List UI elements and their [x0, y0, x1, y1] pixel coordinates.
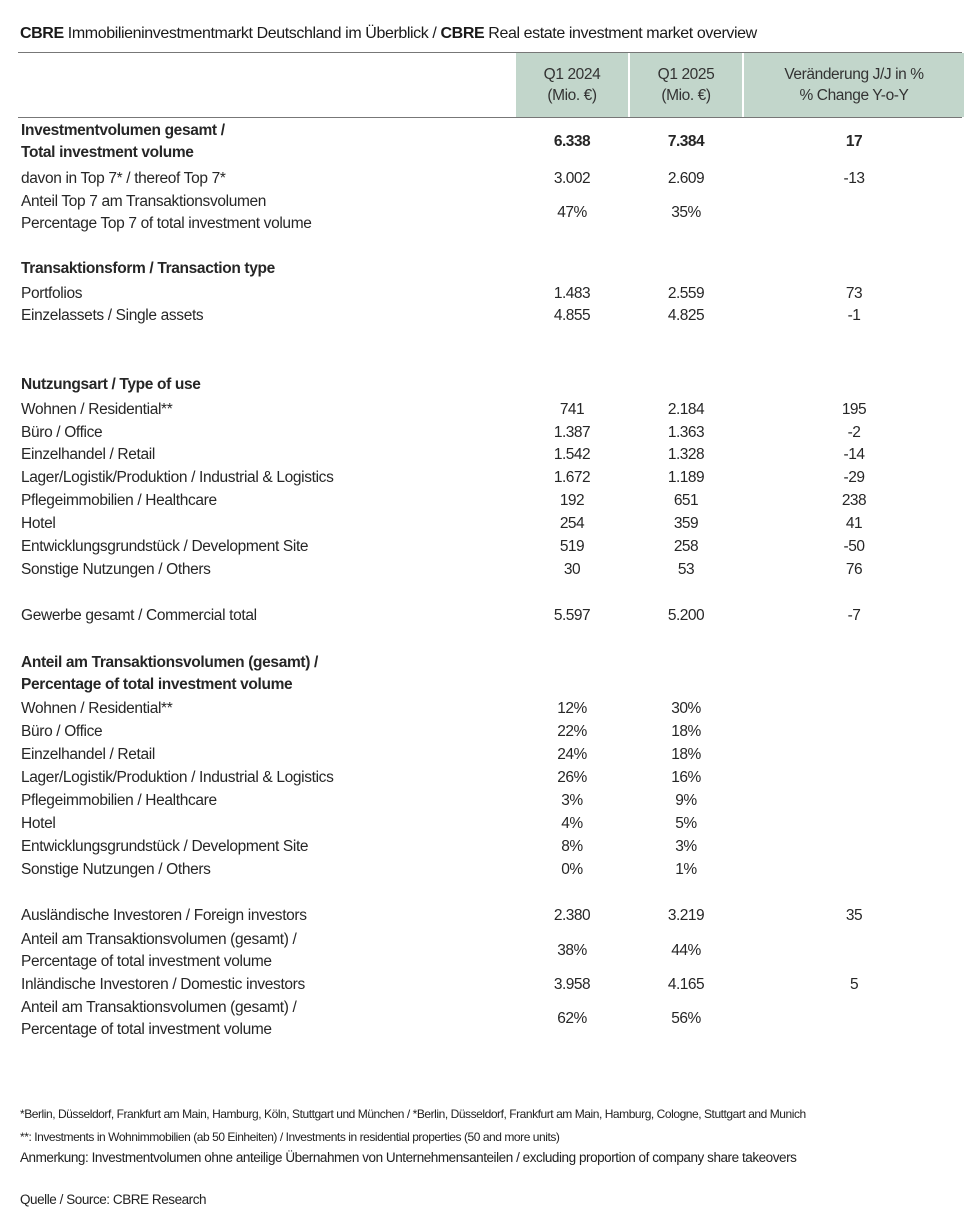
row-label	[21, 559, 211, 581]
row-label	[21, 191, 312, 235]
row-label	[21, 997, 296, 1041]
row-value-v2: 18%	[671, 746, 701, 763]
row-value-v1: 1.387	[553, 424, 591, 441]
row-value-v3: 76	[845, 561, 863, 578]
row-value-v1: 1.542	[553, 446, 591, 463]
row-value-v1: 254	[559, 515, 585, 532]
row-label-line: Anteil Top 7 am Transaktionsvolumen	[21, 193, 267, 210]
row-label-line: Nutzungsart / Type of use	[21, 376, 201, 393]
row-label	[21, 374, 201, 396]
row-label-line: Wohnen / Residential**	[21, 401, 173, 418]
row-value-v3: 238	[841, 492, 867, 509]
row-label-line: Transaktionsform / Transaction type	[21, 260, 275, 277]
row-label-line: Inländische Investoren / Domestic investors	[21, 976, 305, 993]
row-label	[21, 813, 55, 835]
row-value-v3: 17	[845, 133, 863, 150]
row-value-v2: 1%	[675, 861, 697, 878]
row-label-line: Ausländische Investoren / Foreign investors	[21, 907, 307, 924]
row-label-line: davon in Top 7* / thereof Top 7*	[21, 170, 226, 187]
row-label	[21, 399, 172, 421]
row-value-v1: 26%	[557, 769, 587, 786]
row-value-v1: 3.002	[553, 170, 591, 187]
column-header-q1-2024	[516, 53, 628, 117]
row-value-v2: 18%	[671, 723, 701, 740]
column-header-line: Q1 2024	[543, 66, 601, 83]
row-label	[21, 790, 217, 812]
row-value-v3: -14	[843, 446, 865, 463]
row-value-v1: 4.855	[553, 307, 591, 324]
row-value-v1: 8%	[561, 838, 583, 855]
title-brand-2: CBRE	[440, 25, 485, 42]
row-value-v1: 47%	[557, 204, 587, 221]
row-value-v2: 2.609	[667, 170, 705, 187]
row-value-v1: 1.672	[553, 469, 591, 486]
row-value-v2: 2.184	[667, 401, 705, 418]
row-label	[21, 536, 308, 558]
row-value-v2: 44%	[671, 942, 701, 959]
row-label-line: Sonstige Nutzungen / Others	[21, 561, 211, 578]
table-title	[20, 25, 757, 43]
row-value-v2: 3.219	[667, 907, 705, 924]
row-label-line: Entwicklungsgrundstück / Development Site	[21, 538, 309, 555]
footnote-top7: *Berlin, Düsseldorf, Frankfurt am Main, Hamburg, Köln, Stuttgart und München / *Berlin, Düsseldorf, Frankfurt am Main, Hamburg, Cologne, Stuttgart and Munich	[20, 1107, 806, 1121]
row-value-v2: 5%	[675, 815, 697, 832]
title-part-en: Real estate investment market overview	[484, 25, 757, 42]
row-label-line: Anteil am Transaktionsvolumen (gesamt) /	[21, 931, 297, 948]
row-label-line: Wohnen / Residential**	[21, 700, 173, 717]
row-value-v1: 6.338	[553, 133, 591, 150]
row-value-v1: 1.483	[553, 285, 591, 302]
column-header-line: Q1 2025	[657, 66, 715, 83]
row-label-line: Pflegeimmobilien / Healthcare	[21, 792, 217, 809]
row-value-v2: 16%	[671, 769, 701, 786]
row-label	[21, 305, 203, 327]
row-label-line: Hotel	[21, 815, 56, 832]
row-label-line: Hotel	[21, 515, 56, 532]
row-value-v2: 1.189	[667, 469, 705, 486]
column-header-line: % Change Y-o-Y	[799, 87, 909, 104]
header-rule	[18, 117, 962, 118]
row-value-v3: -1	[847, 307, 861, 324]
row-label	[21, 168, 226, 190]
column-header-change	[744, 53, 964, 117]
row-value-v3: 73	[845, 285, 863, 302]
row-value-v2: 258	[673, 538, 699, 555]
row-value-v3: -50	[843, 538, 865, 555]
row-value-v2: 2.559	[667, 285, 705, 302]
row-value-v2: 651	[673, 492, 699, 509]
row-value-v1: 5.597	[553, 607, 591, 624]
row-label	[21, 422, 102, 444]
column-header-q1-2025	[630, 53, 742, 117]
row-value-v1: 38%	[557, 942, 587, 959]
row-label-line: Büro / Office	[21, 723, 103, 740]
row-value-v2: 5.200	[667, 607, 705, 624]
row-value-v3: -7	[847, 607, 861, 624]
row-value-v3: 41	[845, 515, 863, 532]
row-label-line: Anteil am Transaktionsvolumen (gesamt) /	[21, 654, 318, 671]
column-header-line: (Mio. €)	[661, 87, 711, 104]
row-value-v1: 22%	[557, 723, 587, 740]
column-header-line: Veränderung J/J in %	[784, 66, 924, 83]
row-label	[21, 513, 55, 535]
row-value-v2: 30%	[671, 700, 701, 717]
row-value-v2: 3%	[675, 838, 697, 855]
row-label	[21, 721, 102, 743]
row-value-v2: 4.165	[667, 976, 705, 993]
row-label	[21, 974, 305, 996]
row-label	[21, 444, 155, 466]
row-value-v3: 195	[841, 401, 867, 418]
row-value-v1: 519	[559, 538, 585, 555]
row-label	[21, 258, 275, 280]
row-label	[21, 490, 217, 512]
row-value-v1: 3%	[561, 792, 583, 809]
row-value-v1: 62%	[557, 1010, 587, 1027]
row-value-v2: 4.825	[667, 307, 705, 324]
row-label	[21, 467, 333, 489]
row-label-line: Sonstige Nutzungen / Others	[21, 861, 211, 878]
row-label-line: Percentage of total investment volume	[21, 953, 272, 970]
row-label-line: Büro / Office	[21, 424, 103, 441]
row-label	[21, 767, 333, 789]
row-label	[21, 929, 296, 973]
row-value-v2: 1.363	[667, 424, 705, 441]
row-label	[21, 652, 318, 696]
row-label-line: Lager/Logistik/Produktion / Industrial & Logistics	[21, 469, 334, 486]
row-value-v2: 56%	[671, 1010, 701, 1027]
row-label	[21, 859, 211, 881]
row-value-v1: 12%	[557, 700, 587, 717]
row-value-v2: 1.328	[667, 446, 705, 463]
footnote-residential: **: Investments in Wohnimmobilien (ab 50 Einheiten) / Investments in residential properties (50 and more units)	[20, 1130, 560, 1144]
row-value-v1: 2.380	[553, 907, 591, 924]
row-label-line: Percentage Top 7 of total investment volume	[21, 215, 312, 232]
row-label	[21, 283, 82, 305]
row-value-v2: 359	[673, 515, 699, 532]
row-label-line: Einzelassets / Single assets	[21, 307, 204, 324]
row-label	[21, 120, 225, 164]
row-label-line: Percentage of total investment volume	[21, 676, 293, 693]
row-label-line: Portfolios	[21, 285, 83, 302]
row-label-line: Total investment volume	[21, 144, 194, 161]
row-label	[21, 698, 172, 720]
row-label-line: Anteil am Transaktionsvolumen (gesamt) /	[21, 999, 297, 1016]
row-value-v1: 3.958	[553, 976, 591, 993]
row-value-v1: 741	[559, 401, 585, 418]
footnote-remark: Anmerkung: Investmentvolumen ohne anteilige Übernahmen von Unternehmensanteilen / excluding proportion of company share takeovers	[20, 1150, 797, 1165]
row-label-line: Percentage of total investment volume	[21, 1021, 272, 1038]
row-value-v3: -2	[847, 424, 861, 441]
source-note: Quelle / Source: CBRE Research	[20, 1192, 207, 1207]
row-label-line: Investmentvolumen gesamt /	[21, 122, 225, 139]
row-value-v2: 7.384	[667, 133, 705, 150]
row-value-v1: 0%	[561, 861, 583, 878]
title-part-de: Immobilieninvestmentmarkt Deutschland im Überblick /	[63, 25, 441, 42]
row-value-v1: 192	[559, 492, 585, 509]
column-header-line: (Mio. €)	[547, 87, 597, 104]
row-value-v1: 4%	[561, 815, 583, 832]
row-label-line: Einzelhandel / Retail	[21, 446, 155, 463]
row-label	[21, 905, 307, 927]
row-label-line: Gewerbe gesamt / Commercial total	[21, 607, 257, 624]
title-brand: CBRE	[20, 25, 64, 42]
row-value-v3: -29	[843, 469, 865, 486]
row-value-v2: 35%	[671, 204, 701, 221]
row-value-v1: 24%	[557, 746, 587, 763]
row-label	[21, 605, 257, 627]
row-label	[21, 744, 155, 766]
row-label-line: Pflegeimmobilien / Healthcare	[21, 492, 217, 509]
row-value-v3: 5	[849, 976, 859, 993]
row-value-v2: 9%	[675, 792, 697, 809]
row-label-line: Einzelhandel / Retail	[21, 746, 155, 763]
row-label-line: Entwicklungsgrundstück / Development Site	[21, 838, 309, 855]
row-label-line: Lager/Logistik/Produktion / Industrial & Logistics	[21, 769, 334, 786]
row-value-v3: 35	[845, 907, 863, 924]
row-label	[21, 836, 308, 858]
row-value-v2: 53	[677, 561, 695, 578]
row-value-v3: -13	[843, 170, 865, 187]
row-value-v1: 30	[563, 561, 581, 578]
